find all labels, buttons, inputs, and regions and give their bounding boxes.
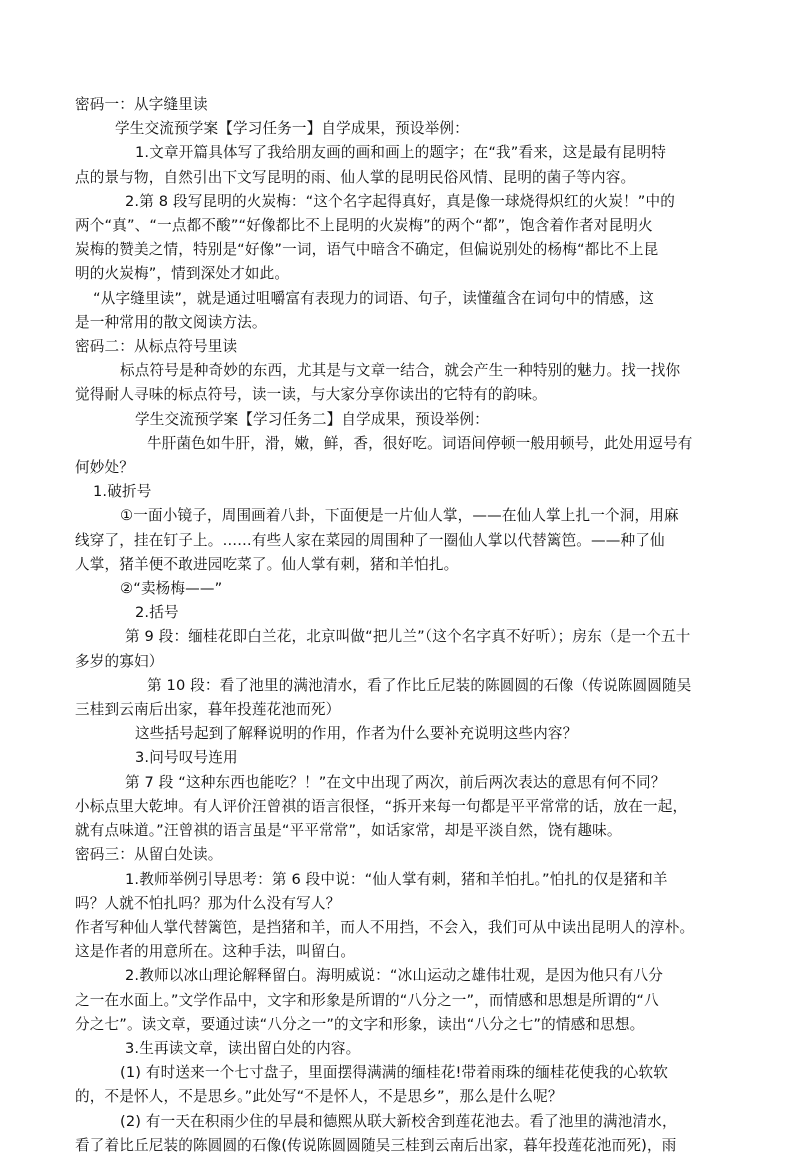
paragraph-line: 这是作者的用意所在。这种手法，叫留白。 [75, 943, 356, 961]
paragraph-line: 学生交流预学案【学习任务二】自学成果，预设举例： [135, 410, 489, 428]
paragraph-line: ②“卖杨梅——” [120, 580, 223, 598]
paragraph-line: 炭梅的赞美之情，特别是“好像”一词，语气中暗含不确定，但偏说别处的杨梅“都比不上昆 [75, 241, 659, 259]
paragraph-line: 多岁的寡妇） [75, 652, 164, 670]
paragraph-line: 就有点味道。”汪曾祺的语言虽是“平平常常”，如话家常，却是平淡自然，饶有趣味。 [75, 822, 622, 840]
paragraph-line: 1.文章开篇具体写了我给朋友画的画和画上的题字；在“我”看来，这是最有昆明特 [135, 144, 666, 162]
subheading-question-exclamation: 3.问号叹号连用 [135, 749, 238, 767]
paragraph-line: 点的景与物，自然引出下文写昆明的雨、仙人掌的昆明民俗风情、昆明的菌子等内容。 [75, 168, 636, 186]
paragraph-line: 标点符号是种奇妙的东西，尤其是与文章一结合，就会产生一种特别的魅力。找一找你 [120, 362, 681, 380]
paragraph-line: “从字缝里读”，就是通过咀嚼富有表现力的词语、句子，读懂蕴含在词句中的情感，这 [93, 289, 654, 307]
paragraph-line: 小标点里大乾坤。有人评价汪曾祺的语言很怪，“拆开来每一句都是平平常常的话，放在一起， [75, 797, 688, 815]
paragraph-line: 3.生再读文章，读出留白处的内容。 [125, 1039, 361, 1057]
paragraph-line: 第 7 段 “这种东西也能吃？！”在文中出现了两次，前后两次表达的意思有何不同？ [125, 773, 666, 791]
document-page [75, 93, 723, 1158]
paragraph-line: 牛肝菌色如牛肝，滑，嫩，鲜，香，很好吃。词语间停顿一般用顿号，此处用逗号有 [147, 434, 693, 452]
paragraph-line: 之一在水面上。”文学作品中，文字和形象是所谓的“八分之一”，而情感和思想是所谓的“八 [75, 991, 659, 1009]
paragraph-line: 线穿了，挂在钉子上。……有些人家在菜园的周围种了一圈仙人掌以代替篱笆。——种了仙 [75, 531, 665, 549]
paragraph-line: (1) 有时送来一个七寸盘子，里面摆得满满的缅桂花!带着雨珠的缅桂花使我的心软软 [120, 1064, 668, 1082]
section-heading-1: 密码一：从字缝里读 [75, 96, 208, 113]
paragraph-line: (2) 有一天在积雨少住的早晨和德熙从联大新校舍到莲花池去。看了池里的满池清水， [120, 1112, 677, 1130]
paragraph-line: 明的火炭梅”，情到深处才如此。 [75, 265, 290, 283]
paragraph-line: 第 9 段：缅桂花即白兰花，北京叫做“把儿兰”（这个名字真不好听）；房东（是一个五十 [125, 628, 691, 646]
paragraph-line: 吗？人就不怕扎吗？那为什么没有写人？ [75, 894, 341, 912]
paragraph-line: 是一种常用的散文阅读方法。 [75, 313, 267, 331]
section-heading-2: 密码二：从标点符号里读 [75, 338, 238, 356]
paragraph-line: 2.教师以冰山理论解释留白。海明威说：“冰山运动之雄伟壮观，是因为他只有八分 [125, 967, 663, 985]
paragraph-line: 三桂到云南后出家，暮年投莲花池而死） [75, 701, 341, 719]
paragraph-line: 2.第 8 段写昆明的火炭梅：“这个名字起得真好，真是像一球烧得炽红的火炭！”中的 [125, 192, 675, 210]
paragraph-line: 觉得耐人寻味的标点符号，读一读，与大家分享你读出的它特有的韵味。 [75, 386, 547, 404]
paragraph-line: 看了着比丘尼装的陈圆圆的石像(传说陈圆圆随吴三桂到云南后出家，暮年投莲花池而死)，雨 [75, 1136, 677, 1154]
subheading-bracket: 2.括号 [135, 604, 179, 622]
paragraph-line: ①一面小镜子，周围画着八卦，下面便是一片仙人掌，——在仙人掌上扎一个洞，用麻 [120, 507, 679, 525]
subheading-dash: 1.破折号 [93, 483, 152, 501]
paragraph-line: 的，不是怀人，不是思乡。”此处写“不是怀人，不是思乡”，那么是什么呢？ [75, 1088, 563, 1106]
paragraph-line: 人掌，猪羊便不敢进园吃菜了。仙人掌有刺，猪和羊怕扎。 [75, 555, 459, 573]
paragraph-line: 两个“真”、“一点都不酸”“好像都比不上昆明的火炭梅”的两个“都”，饱含着作者对昆明火 [75, 217, 653, 235]
paragraph-line: 这些括号起到了解释说明的作用，作者为什么要补充说明这些内容？ [135, 725, 578, 743]
section-heading-3: 密码三：从留白处读。 [75, 846, 223, 864]
paragraph-line: 学生交流预学案【学习任务一】自学成果，预设举例： [115, 120, 469, 138]
paragraph-line: 第 10 段：看了池里的满池清水，看了作比丘尼装的陈圆圆的石像（传说陈圆圆随吴 [147, 676, 692, 694]
paragraph-line: 1.教师举例引导思考：第 6 段中说：“仙人掌有刺，猪和羊怕扎。”怕扎的仅是猪和羊 [125, 870, 668, 888]
paragraph-line: 分之七”。读文章，要通过读“八分之一”的文字和形象，读出“八分之七”的情感和思想。 [75, 1015, 645, 1033]
paragraph-line: 何妙处？ [75, 459, 134, 477]
paragraph-line: 作者写种仙人掌代替篱笆，是挡猪和羊，而人不用挡，不会入，我们可从中读出昆明人的淳朴。 [75, 918, 695, 936]
